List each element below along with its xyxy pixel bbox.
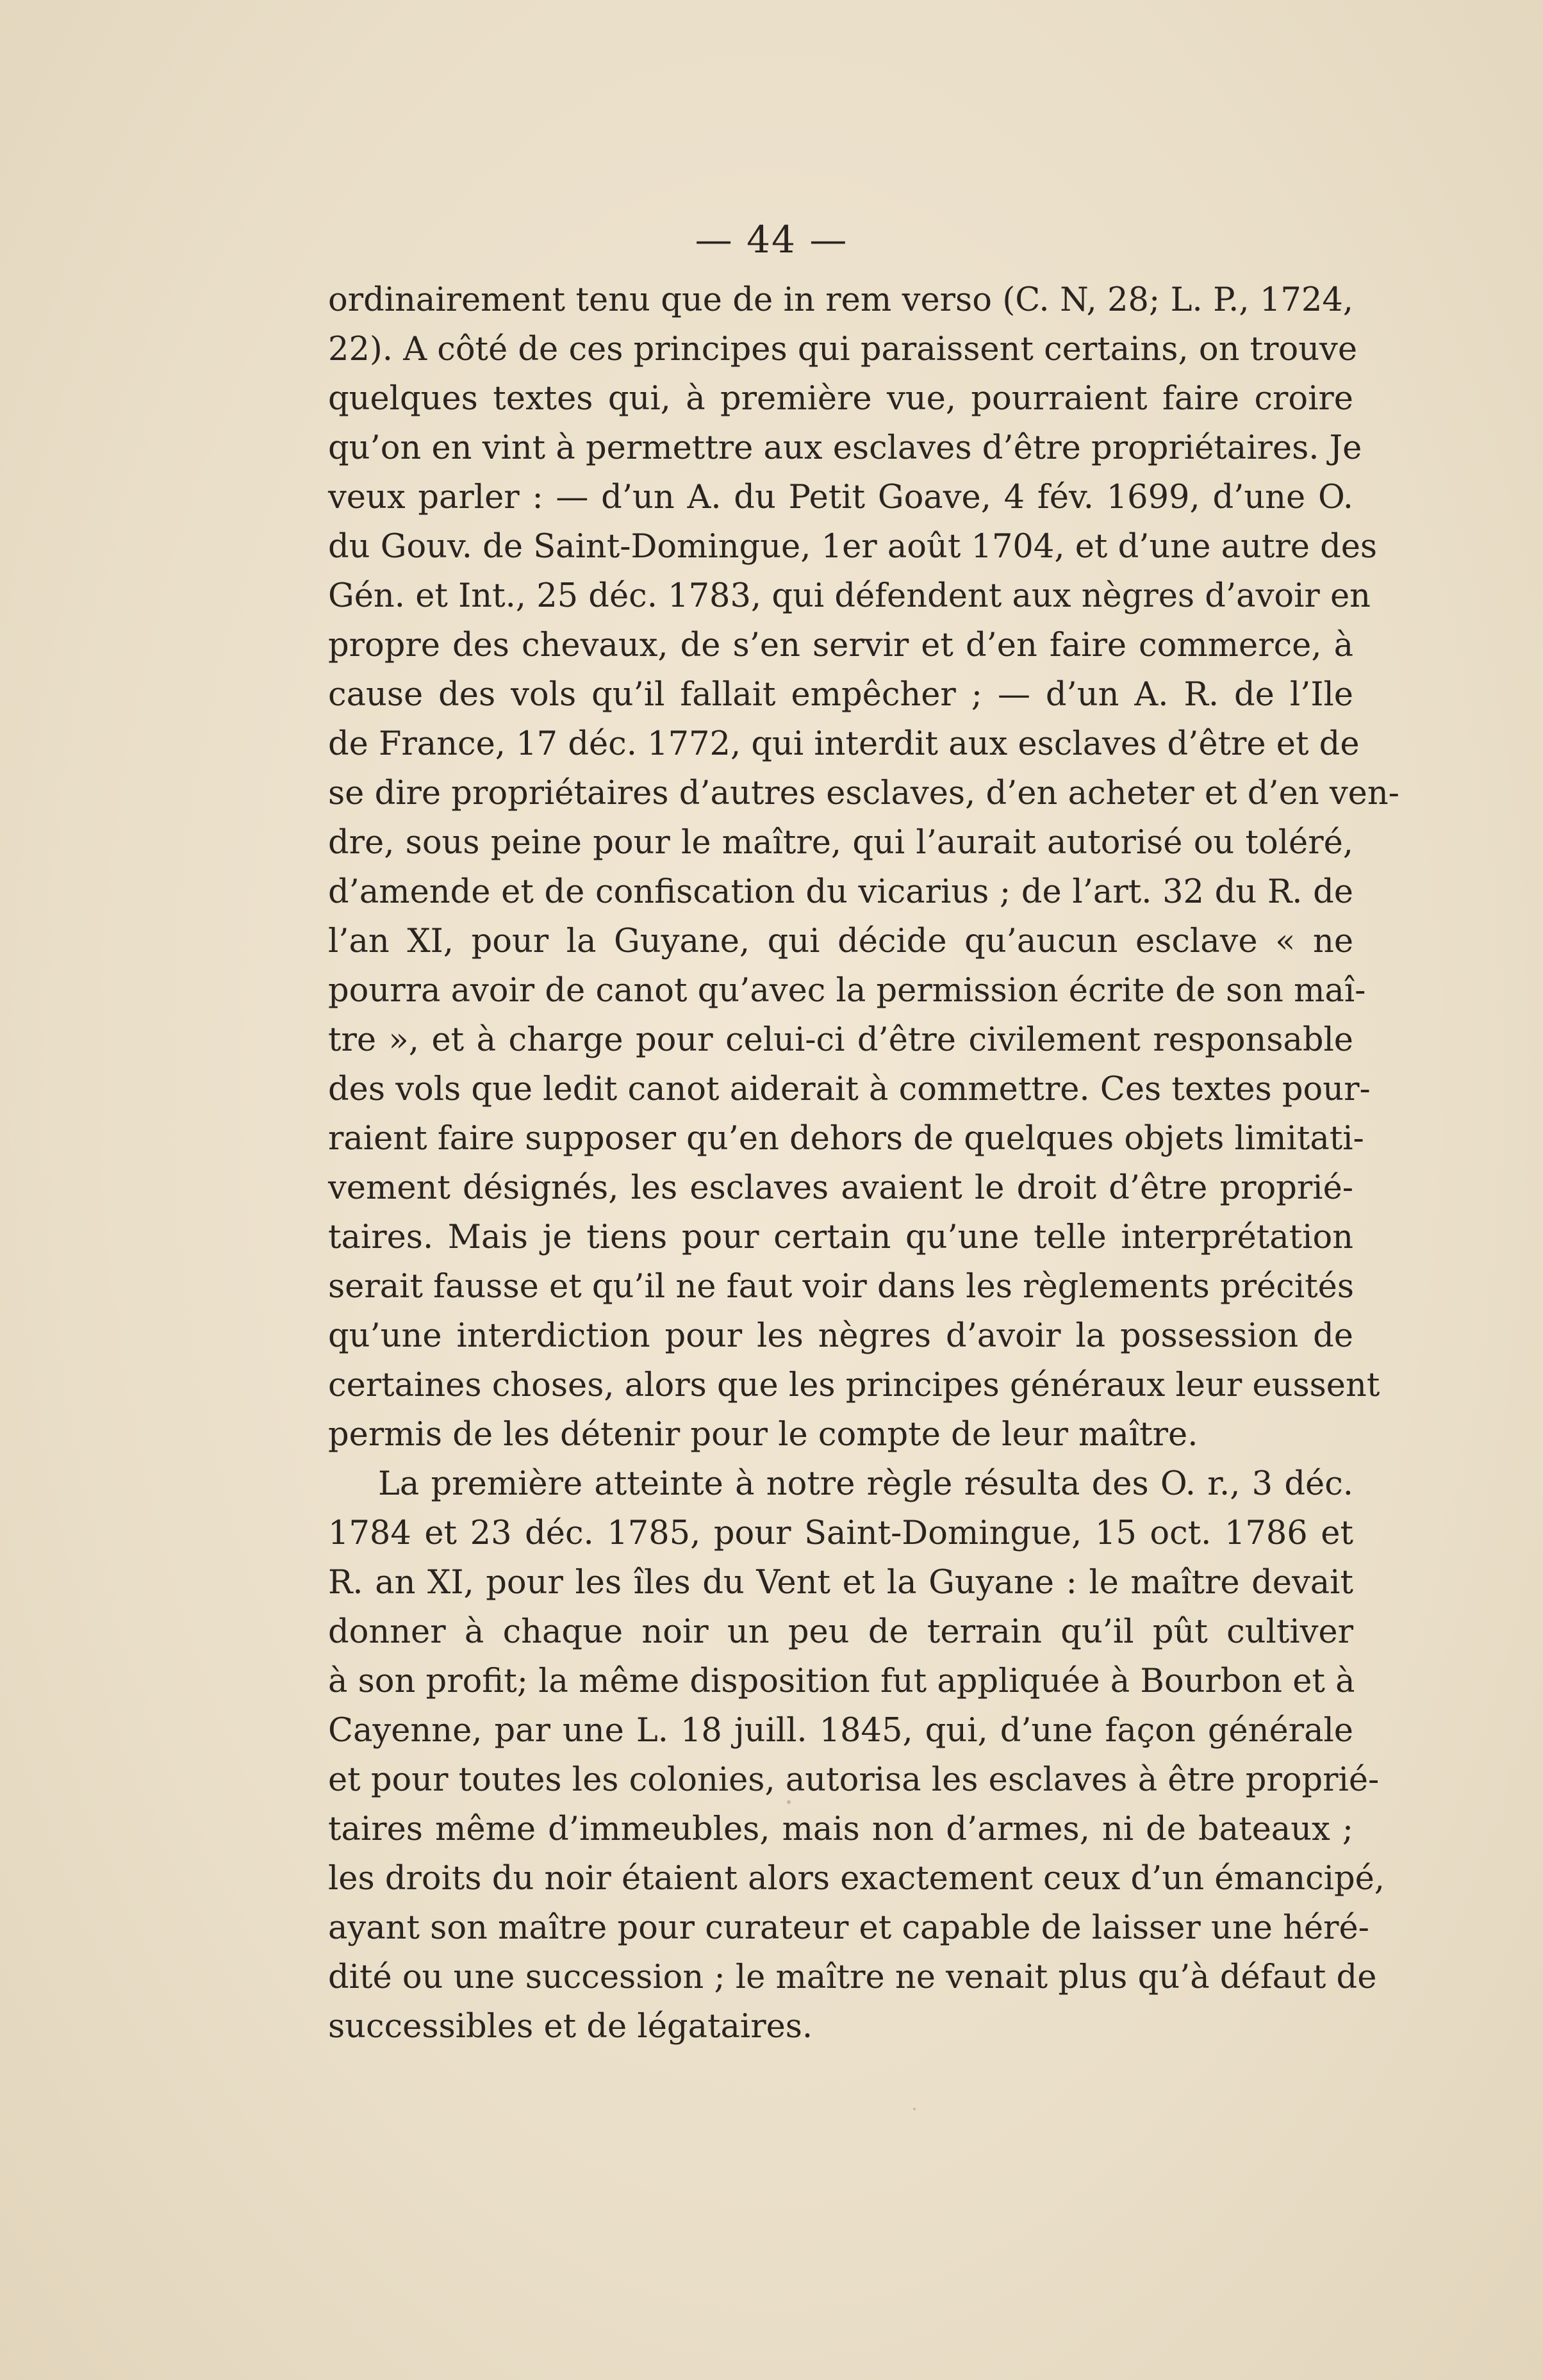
text-line: et pour toutes les colonies, autorisa les esclaves à être proprié-	[328, 1761, 1380, 1799]
text-line: d’amende et de confiscation du vicarius ; de l’art. 32 du R. de	[328, 873, 1353, 911]
text-line: de France, 17 déc. 1772, qui interdit aux esclaves d’être et de	[328, 725, 1360, 763]
text-line: à son profit; la même disposition fut appliquée à Bourbon et à	[328, 1662, 1355, 1700]
page-number: — 44 —	[695, 218, 848, 261]
text-line: qu’une interdiction pour les nègres d’avoir la possession de	[328, 1317, 1353, 1355]
text-line: des vols que ledit canot aiderait à commettre. Ces textes pour-	[328, 1071, 1371, 1108]
text-line: successibles et de légataires.	[328, 2008, 813, 2046]
text-line: veux parler : — d’un A. du Petit Goave, 4 fév. 1699, d’une O.	[328, 479, 1353, 516]
text-line: Gén. et Int., 25 déc. 1783, qui défendent aux nègres d’avoir en	[328, 577, 1371, 615]
text-line: 22). A côté de ces principes qui paraissent certains, on trouve	[328, 331, 1358, 368]
text-line: dre, sous peine pour le maître, qui l’aurait autorisé ou toléré,	[328, 824, 1353, 862]
text-line: taires même d’immeubles, mais non d’armes, ni de bateaux ;	[328, 1810, 1353, 1848]
text-line: les droits du noir étaient alors exactement ceux d’un émancipé,	[328, 1860, 1385, 1898]
text-line: quelques textes qui, à première vue, pourraient faire croire	[328, 380, 1353, 418]
text-line: se dire propriétaires d’autres esclaves, d’en acheter et d’en ven-	[328, 775, 1399, 812]
text-line: cause des vols qu’il fallait empêcher ; — d’un A. R. de l’Ile	[328, 676, 1353, 714]
text-line: raient faire supposer qu’en dehors de quelques objets limitati-	[328, 1120, 1364, 1158]
text-line: R. an XI, pour les îles du Vent et la Guyane : le maître devait	[328, 1564, 1353, 1602]
text-line: qu’on en vint à permettre aux esclaves d’être propriétaires. Je	[328, 429, 1362, 467]
text-line: vement désignés, les esclaves avaient le droit d’être proprié-	[328, 1169, 1353, 1207]
text-line: serait fausse et qu’il ne faut voir dans les règlements précités	[328, 1268, 1354, 1306]
text-line: ordinairement tenu que de in rem verso (C. N, 28; L. P., 1724,	[328, 281, 1353, 319]
text-line: propre des chevaux, de s’en servir et d’en faire commerce, à	[328, 627, 1353, 664]
text-line: permis de les détenir pour le compte de leur maître.	[328, 1416, 1198, 1454]
text-line: du Gouv. de Saint-Domingue, 1er août 1704, et d’une autre des	[328, 528, 1378, 566]
paper-speck	[913, 2108, 916, 2110]
paper-speck	[787, 1800, 791, 1804]
text-line: donner à chaque noir un peu de terrain qu’il pût cultiver	[328, 1613, 1353, 1651]
text-line: 1784 et 23 déc. 1785, pour Saint-Domingue, 15 oct. 1786 et	[328, 1514, 1353, 1552]
body-text	[328, 275, 1399, 2051]
text-line: pourra avoir de canot qu’avec la permission écrite de son maî-	[328, 972, 1366, 1010]
text-line: certaines choses, alors que les principes généraux leur eussent	[328, 1366, 1380, 1404]
text-line: taires. Mais je tiens pour certain qu’une telle interprétation	[328, 1219, 1353, 1256]
text-line: Cayenne, par une L. 18 juill. 1845, qui, d’une façon générale	[328, 1712, 1353, 1750]
text-line: dité ou une succession ; le maître ne venait plus qu’à défaut de	[328, 1958, 1377, 1996]
text-line: tre », et à charge pour celui-ci d’être civilement responsable	[328, 1021, 1353, 1059]
text-line: ayant son maître pour curateur et capable de laisser une héré-	[328, 1909, 1369, 1947]
text-line: La première atteinte à notre règle résulta des O. r., 3 déc.	[378, 1465, 1353, 1503]
text-line: l’an XI, pour la Guyane, qui décide qu’aucun esclave « ne	[328, 923, 1353, 960]
